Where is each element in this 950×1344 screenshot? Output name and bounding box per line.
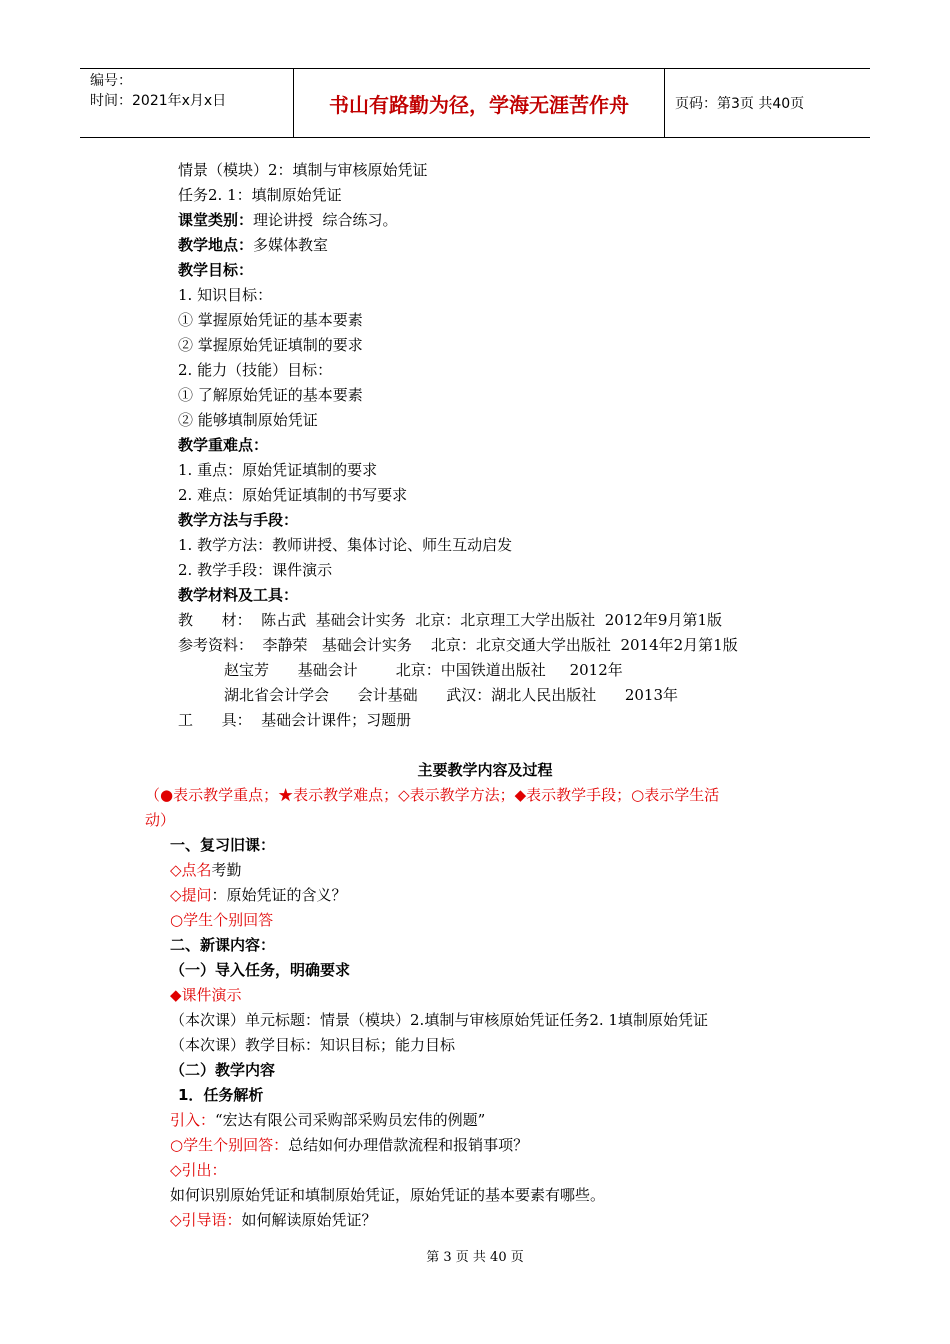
goal-skill: 2. 能力（技能）目标：: [178, 361, 333, 379]
courseware-demo: ◆课件演示: [170, 986, 242, 1004]
roll-call-text: 考勤: [211, 861, 242, 879]
process-title: 主要教学内容及过程: [417, 761, 553, 779]
header-meta: [80, 69, 294, 137]
question-text: ：原始凭证的含义？: [211, 886, 347, 904]
goal-knowledge-2: ② 掌握原始凭证填制的要求: [178, 336, 363, 354]
reference-3: 湖北省会计学会 会计基础 武汉：湖北人民出版社 2013年: [224, 686, 679, 704]
task: 任务2. 1：填制原始凭证: [178, 186, 342, 204]
intro-text: “宏达有限公司采购部采购员宏伟的例题”: [215, 1111, 486, 1129]
method-1: 1. 教学方法：教师讲授、集体讨论、师生互动启发: [178, 536, 513, 554]
tools: 工 具： 基础会计课件；习题册: [178, 711, 412, 729]
goal-knowledge: 1. 知识目标：: [178, 286, 273, 304]
subsection-intro: （一）导入任务，明确要求: [170, 961, 351, 979]
guide: [170, 1208, 825, 1233]
goal-knowledge-1: ① 掌握原始凭证的基本要素: [178, 311, 363, 329]
answer-text: 总结如何办理借款流程和报销事项？: [288, 1136, 529, 1154]
scenario: 情景（模块）2：填制与审核原始凭证: [178, 161, 428, 179]
serial-label: 编号：: [90, 73, 132, 89]
section-review: 一、复习旧课：: [170, 836, 276, 854]
goal-skill-1: ① 了解原始凭证的基本要素: [178, 386, 363, 404]
unit-title: （本次课）单元标题：情景（模块）2.填制与审核原始凭证任务2. 1填制原始凭证: [170, 1011, 708, 1029]
intro-label: 引入：: [170, 1111, 216, 1129]
header-page-label: 页码：第3页 共40页: [675, 96, 805, 112]
location-label: 教学地点：: [178, 236, 254, 254]
reference-2: 赵宝芳 基础会计 北京：中国铁道出版社 2012年: [224, 661, 623, 679]
answer-label: ○学生个别回答：: [170, 1136, 289, 1154]
location: [178, 233, 838, 258]
class-type-value: 理论讲授 综合练习。: [253, 211, 398, 229]
location-value: 多媒体教室: [253, 236, 329, 254]
question: [170, 883, 825, 908]
method-2: 2. 教学手段：课件演示: [178, 561, 333, 579]
key-points-label: 教学重难点：: [178, 436, 269, 454]
time-label: 时间：2021年x月x日: [90, 93, 227, 109]
page-footer: 第 3 页 共 40 页: [426, 1250, 524, 1265]
goals-label: 教学目标：: [178, 261, 254, 279]
intro: [170, 1108, 825, 1133]
legend-line-2: 动）: [145, 811, 176, 829]
method-label: 教学方法与手段：: [178, 511, 299, 529]
unit-goals: （本次课）教学目标：知识目标；能力目标: [170, 1036, 456, 1054]
student-answer-2: [170, 1133, 825, 1158]
page-header: [80, 68, 870, 138]
class-type-label: 课堂类别：: [178, 211, 254, 229]
question-label: ◇提问: [170, 886, 212, 904]
process-body: [145, 833, 825, 1233]
process-section: [145, 758, 825, 1233]
textbook: 教 材： 陈占武 基础会计实务 北京：北京理工大学出版社 2012年9月第1版: [178, 611, 723, 629]
section-new: 二、新课内容：: [170, 936, 276, 954]
student-answer: ○学生个别回答: [170, 911, 274, 929]
goal-skill-2: ② 能够填制原始凭证: [178, 411, 318, 429]
class-type: [178, 208, 838, 233]
lead-label: ◇引出：: [170, 1161, 227, 1179]
lesson-info: [178, 158, 838, 733]
header-motto: 书山有路勤为径，学海无涯苦作舟: [294, 69, 665, 137]
guide-label: ◇引导语：: [170, 1211, 242, 1229]
legend-line-1: （●表示教学重点；★表示教学难点；◇表示教学方法；◆表示教学手段；○表示学生活: [145, 786, 720, 804]
task-analysis: 1．任务解析: [178, 1086, 264, 1104]
materials-label: 教学材料及工具：: [178, 586, 299, 604]
guide-text: 如何解读原始凭证？: [241, 1211, 377, 1229]
roll-call: [170, 858, 825, 883]
roll-call-label: ◇点名: [170, 861, 212, 879]
reference-1: 参考资料： 李静荣 基础会计实务 北京：北京交通大学出版社 2014年2月第1版: [178, 636, 738, 654]
subsection-content: （二）教学内容: [170, 1061, 276, 1079]
difficult-point: 2. 难点：原始凭证填制的书写要求: [178, 486, 408, 504]
lead-text: 如何识别原始凭证和填制原始凭证，原始凭证的基本要素有哪些。: [170, 1186, 606, 1204]
key-point: 1. 重点：原始凭证填制的要求: [178, 461, 378, 479]
